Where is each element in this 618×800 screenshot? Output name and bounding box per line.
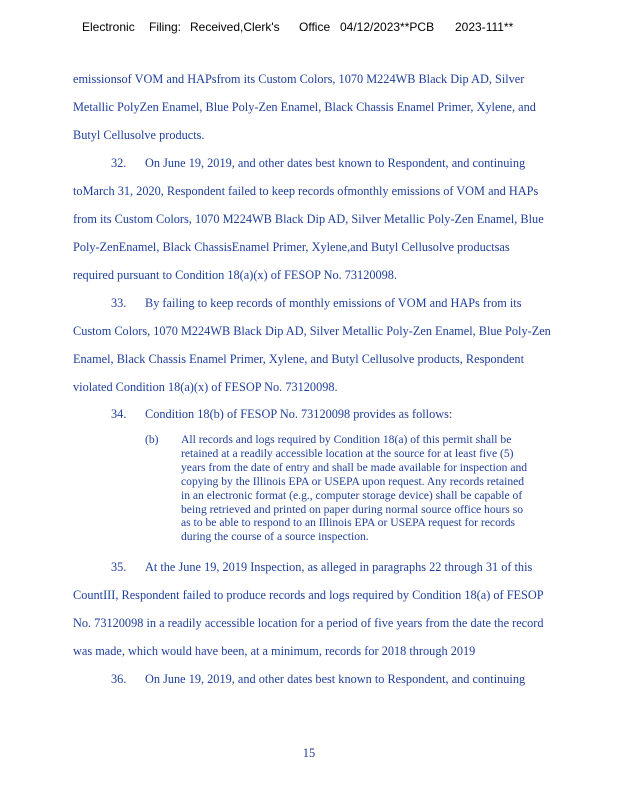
header-received: Received,Clerk's xyxy=(190,20,280,34)
header-date: 04/12/2023**PCB xyxy=(340,20,435,34)
paragraph-number: 33. xyxy=(111,296,127,310)
header-electronic: Electronic xyxy=(82,20,135,34)
body-line: On June 19, 2019, and other dates best known to Respondent, and continuing xyxy=(145,156,526,170)
body-line: Custom Colors, 1070 M224WB Black Dip AD, Silver Metallic Poly-Zen Enamel, Blue Poly-Zen xyxy=(73,324,551,338)
header-office: Office xyxy=(299,20,331,34)
body-line: At the June 19, 2019 Inspection, as alleged in paragraphs 22 through 31 of this xyxy=(145,560,533,574)
quote-line: copying by the Illinois EPA or USEPA upon request. Any records retained xyxy=(181,474,525,488)
body-line: By failing to keep records of monthly emissions of VOM and HAPs from its xyxy=(145,296,522,310)
body-line: CountIII, Respondent failed to produce records and logs required by Condition 18(a) of FESOP xyxy=(73,588,544,602)
body-line: On June 19, 2019, and other dates best known to Respondent, and continuing xyxy=(145,672,526,686)
body-line: from its Custom Colors, 1070 M224WB Black Dip AD, Silver Metallic Poly-Zen Enamel, Blue xyxy=(73,212,544,226)
quote-line: All records and logs required by Condition 18(a) of this permit shall be xyxy=(181,433,512,446)
body-line: Condition 18(b) of FESOP No. 73120098 provides as follows: xyxy=(145,407,453,421)
paragraph-number: 35. xyxy=(111,560,127,574)
quote-label: (b) xyxy=(145,433,159,446)
paragraph-number: 32. xyxy=(111,156,127,170)
quote-line: being retrieved and printed on paper during normal source office hours so xyxy=(181,502,524,516)
block-quote xyxy=(181,433,591,544)
body-line: required pursuant to Condition 18(a)(x) of FESOP No. 73120098. xyxy=(73,268,398,282)
header-filing: Filing: xyxy=(149,20,182,34)
body-line: violated Condition 18(a)(x) of FESOP No. 73120098. xyxy=(73,380,338,394)
body-line: was made, which would have been, at a minimum, records for 2018 through 2019 xyxy=(73,644,476,658)
body-line: Butyl Cellusolve products. xyxy=(73,128,205,142)
quote-line: in an electronic format (e.g., computer storage device) shall be capable of xyxy=(181,488,523,502)
quote-line: years from the date of entry and shall be made available for inspection and xyxy=(181,460,528,474)
body-line: Metallic PolyZen Enamel, Blue Poly-Zen Enamel, Black Chassis Enamel Primer, Xylene, and xyxy=(73,100,536,114)
paragraph-number: 34. xyxy=(111,407,127,421)
quote-line: retained at a readily accessible location at the source for at least five (5) xyxy=(181,446,514,460)
page-number: 15 xyxy=(302,746,316,760)
body-line: No. 73120098 in a readily accessible location for a period of five years from the date the record xyxy=(73,616,544,630)
body-line: Poly-ZenEnamel, Black ChassisEnamel Primer, Xylene,and Butyl Cellusolve productsas xyxy=(73,240,510,254)
quote-line: as to be able to respond to an Illinois EPA or USEPA request for records xyxy=(181,516,516,530)
body-line: emissionsof VOM and HAPsfrom its Custom Colors, 1070 M224WB Black Dip AD, Silver xyxy=(73,72,525,86)
header-case: 2023-111** xyxy=(455,20,514,34)
quote-line: during the course of a source inspection. xyxy=(181,530,369,544)
paragraph-number: 36. xyxy=(111,672,127,686)
body-line: Enamel, Black Chassis Enamel Primer, Xylene, and Butyl Cellusolve products, Respondent xyxy=(73,352,524,366)
body-line: toMarch 31, 2020, Respondent failed to keep records ofmonthly emissions of VOM and HAPs xyxy=(73,184,539,198)
